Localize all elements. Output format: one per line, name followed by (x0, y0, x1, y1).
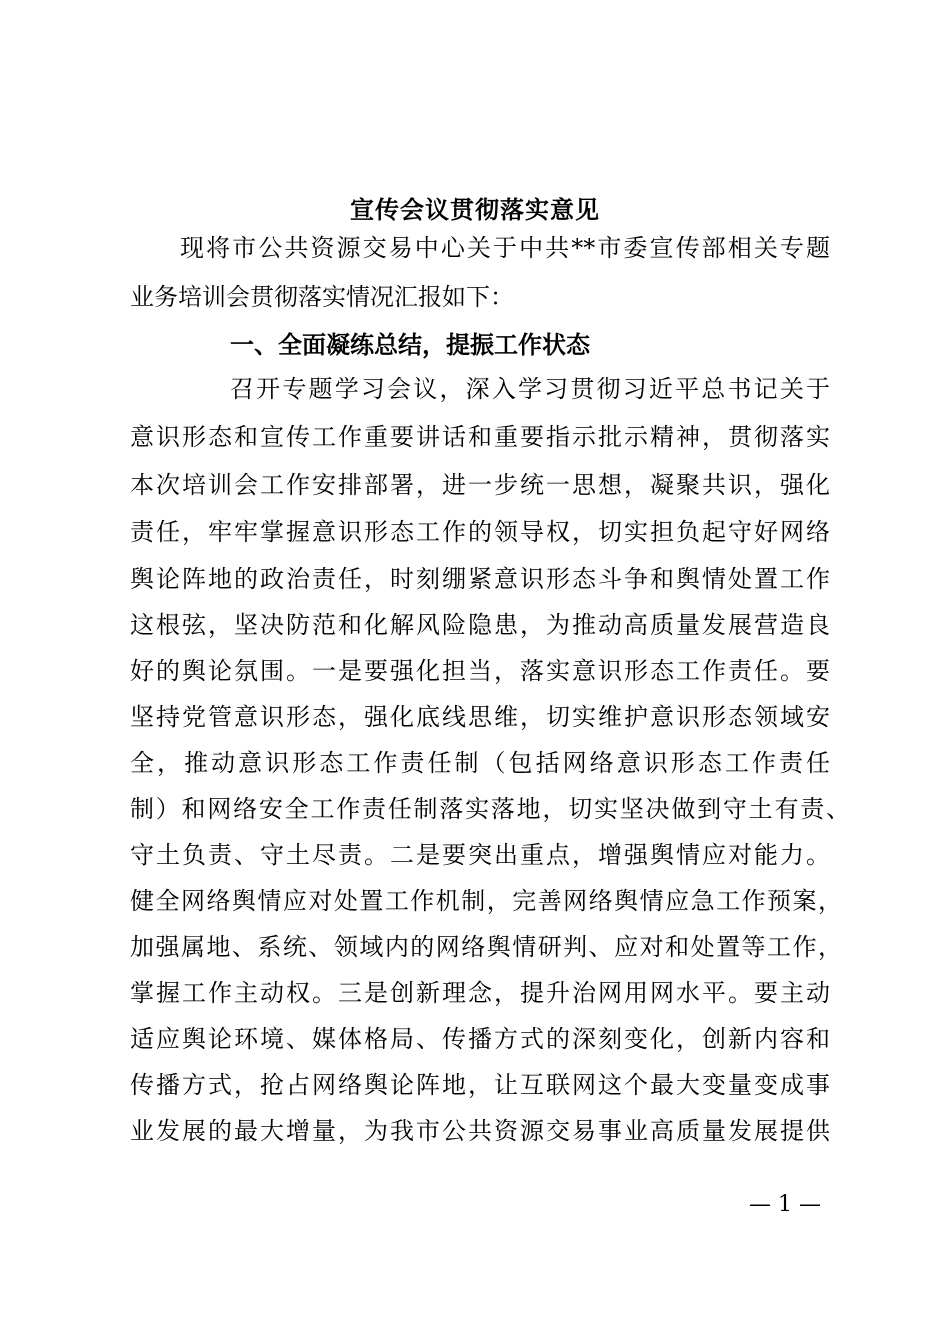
intro-line-1: 现将市公共资源交易中心关于中共**市委宣传部相关专题 (180, 234, 830, 262)
intro-line-2: 业务培训会贯彻落实情况汇报如下： (130, 283, 514, 311)
section-1-line-15: 适应舆论环境、媒体格局、传播方式的深刻变化，创新内容和 (130, 1025, 830, 1053)
section-1-line-14: 掌握工作主动权。三是创新理念，提升治网用网水平。要主动 (130, 979, 830, 1007)
section-1-line-3: 本次培训会工作安排部署，进一步统一思想，凝聚共识，强化 (130, 471, 830, 499)
section-1-line-9: 全，推动意识形态工作责任制（包括网络意识形态工作责任 (130, 749, 830, 777)
section-1-line-1: 召开专题学习会议，深入学习贯彻习近平总书记关于 (230, 375, 830, 403)
section-1-line-11: 守土负责、守土尽责。二是要突出重点，增强舆情应对能力。 (130, 841, 830, 869)
page-number: — 1 — (749, 1192, 821, 1217)
document-title: 宣传会议贯彻落实意见 (350, 195, 600, 224)
section-1-heading: 一、全面凝练总结，提振工作状态 (230, 331, 590, 359)
section-1-line-8: 坚持党管意识形态，强化底线思维，切实维护意识形态领域安 (130, 703, 830, 731)
section-1-line-10: 制）和网络安全工作责任制落实落地，切实坚决做到守土有责、 (130, 795, 850, 823)
section-1-line-13: 加强属地、系统、领域内的网络舆情研判、应对和处置等工作， (130, 933, 842, 961)
section-1-line-16: 传播方式，抢占网络舆论阵地，让互联网这个最大变量变成事 (130, 1071, 830, 1099)
section-1-line-12: 健全网络舆情应对处置工作机制，完善网络舆情应急工作预案， (130, 887, 842, 915)
section-1-line-7: 好的舆论氛围。一是要强化担当，落实意识形态工作责任。要 (130, 657, 830, 685)
section-1-line-4: 责任，牢牢掌握意识形态工作的领导权，切实担负起守好网络 (130, 518, 830, 546)
section-1-line-5: 舆论阵地的政治责任，时刻绷紧意识形态斗争和舆情处置工作 (130, 565, 830, 593)
section-1-line-17: 业发展的最大增量，为我市公共资源交易事业高质量发展提供 (130, 1117, 830, 1145)
section-1-line-6: 这根弦，坚决防范和化解风险隐患，为推动高质量发展营造良 (130, 611, 830, 639)
section-1-line-2: 意识形态和宣传工作重要讲话和重要指示批示精神，贯彻落实 (130, 423, 830, 451)
